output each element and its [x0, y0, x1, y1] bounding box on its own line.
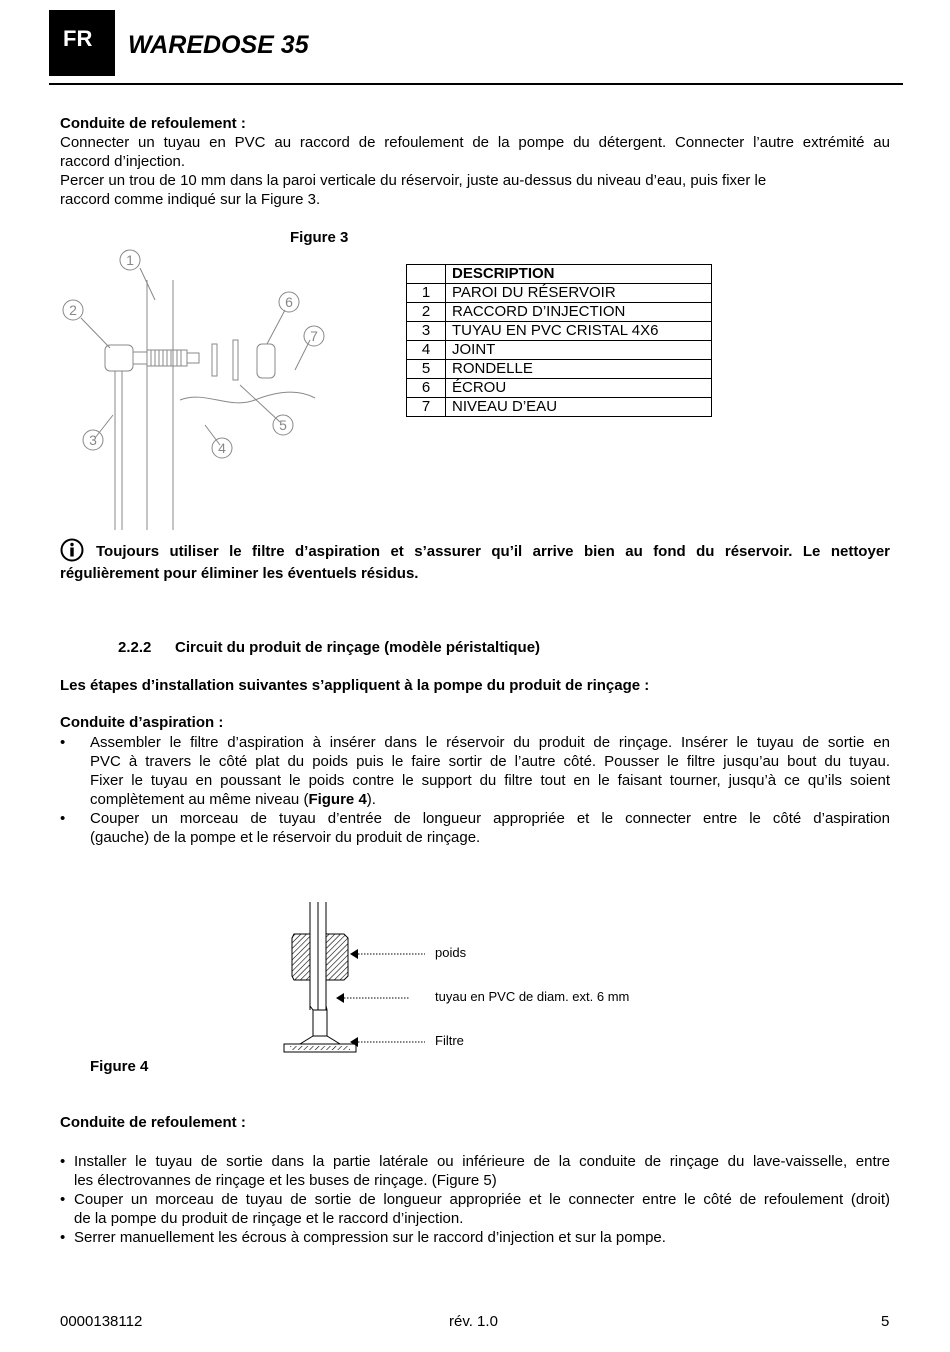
- paragraph-line: Percer un trou de 10 mm dans la paroi verticale du réservoir, juste au-dessus du niveau d’eau, puis fixer le: [60, 172, 767, 189]
- arrow-tuyau: [336, 993, 344, 1003]
- paragraph-line: raccord d’injection.: [60, 153, 186, 170]
- nut-shape: [257, 344, 275, 378]
- row-number: 2: [407, 303, 446, 322]
- text-run: complètement au même niveau (: [90, 791, 309, 808]
- callout-label: 6: [285, 294, 293, 310]
- table-row: [407, 360, 712, 379]
- list-item-line: les électrovannes de rinçage et les buses de rinçage. (Figure 5): [74, 1172, 497, 1189]
- info-note: [60, 541, 890, 585]
- figure-4-caption: Figure 4: [90, 1058, 149, 1075]
- section-number: 2.2.2: [118, 639, 152, 656]
- row-label: JOINT: [446, 341, 712, 360]
- figure-4-label-filtre: Filtre: [435, 1033, 464, 1048]
- footer-page-number: 5: [881, 1313, 890, 1330]
- table-row: [407, 322, 712, 341]
- refoulement-bullet-list: [60, 1152, 890, 1247]
- callout-label: 1: [126, 252, 134, 268]
- row-number: 6: [407, 379, 446, 398]
- info-note-line: régulièrement pour éliminer les éventuels résidus.: [60, 565, 419, 582]
- list-item-line: Serrer manuellement les écrous à compression sur le raccord d’injection et sur la pompe.: [74, 1229, 666, 1246]
- paragraph-line: raccord comme indiqué sur la Figure 3.: [60, 191, 321, 208]
- row-label: TUYAU EN PVC CRISTAL 4X6: [446, 322, 712, 341]
- bullet-icon: •: [60, 810, 66, 827]
- text-run: ).: [366, 791, 376, 808]
- header-divider: [49, 83, 903, 85]
- list-item-line: de la pompe du produit de rinçage et le raccord d’injection.: [74, 1210, 464, 1227]
- row-label: RACCORD D’INJECTION: [446, 303, 712, 322]
- row-number: 7: [407, 398, 446, 417]
- list-item-line: Fixer le tuyau en poussant le poids contre le support du filtre tout en le faisant tourner, jusqu’à ce qu’ils soient: [90, 772, 890, 789]
- list-item-line: PVC à travers le côté plat du poids puis le faire sortir de l’autre côté. Pousser le filtre jusqu’au bout du tuyau.: [90, 753, 890, 770]
- figure-3-drawing: [55, 240, 345, 540]
- bullet-icon: •: [60, 1191, 66, 1208]
- section-heading: Conduite de refoulement :: [60, 115, 246, 132]
- arrow-filtre: [350, 1037, 358, 1047]
- paragraph-line: Connecter un tuyau en PVC au raccord de refoulement de la pompe du détergent. Connecter l’autre extrémité au: [60, 134, 890, 151]
- callout-label: 7: [310, 328, 318, 344]
- callout-label: 5: [279, 417, 287, 433]
- filter-stem: [313, 1010, 327, 1036]
- table-row: [407, 398, 712, 417]
- row-number: 5: [407, 360, 446, 379]
- language-code: FR: [63, 26, 93, 51]
- bullet-icon: •: [60, 1229, 66, 1246]
- row-number: 1: [407, 284, 446, 303]
- list-item: [60, 733, 890, 809]
- row-number: 4: [407, 341, 446, 360]
- figure-3-legend-table: [406, 264, 712, 417]
- section-intro: Les étapes d’installation suivantes s’appliquent à la pompe du produit de rinçage :: [60, 677, 650, 694]
- language-badge: [49, 10, 115, 76]
- aspiration-heading: Conduite d’aspiration :: [60, 714, 224, 731]
- table-row: [407, 379, 712, 398]
- list-item: [60, 1228, 890, 1247]
- refoulement-section: [60, 114, 890, 209]
- list-item: [60, 1190, 890, 1228]
- fitting-body: [105, 345, 133, 371]
- footer-doc-number: 0000138112: [60, 1313, 143, 1330]
- callout-label: 4: [218, 440, 226, 456]
- info-note-line: Toujours utiliser le filtre d’aspiration et s’assurer qu’il arrive bien au fond du réservoir. Le nettoyer: [96, 543, 890, 560]
- footer-revision: rév. 1.0: [449, 1313, 498, 1330]
- weight-shape: [292, 934, 310, 980]
- figure-3-caption: Figure 3: [290, 229, 349, 246]
- row-number: 3: [407, 322, 446, 341]
- table-row: [407, 284, 712, 303]
- list-item-line: (gauche) de la pompe et le réservoir du produit de rinçage.: [90, 829, 481, 846]
- row-label: RONDELLE: [446, 360, 712, 379]
- callout-label: 2: [69, 302, 77, 318]
- table-header-row: [407, 265, 712, 284]
- callout-label: 3: [89, 432, 97, 448]
- row-label: PAROI DU RÉSERVOIR: [446, 284, 712, 303]
- document-title: WAREDOSE 35: [128, 31, 309, 59]
- list-item: [60, 1152, 890, 1190]
- list-item-line: Installer le tuyau de sortie dans la partie latérale ou inférieure de la conduite de rinçage du lave-vaisselle, entre: [74, 1153, 890, 1170]
- table-header-cell: DESCRIPTION: [446, 265, 712, 284]
- list-item-line: [90, 790, 890, 809]
- arrow-poids: [350, 949, 358, 959]
- washer-shape: [233, 340, 238, 380]
- figure-4-label-poids: poids: [435, 945, 467, 960]
- list-item-line: Couper un morceau de tuyau de sortie de longueur appropriée et le connecter entre le côté de refoulement (droit): [74, 1191, 890, 1208]
- row-label: ÉCROU: [446, 379, 712, 398]
- list-item-line: Couper un morceau de tuyau d’entrée de longueur appropriée et le connecter entre le côté d’aspiration: [90, 810, 890, 827]
- bullet-icon: •: [60, 734, 66, 751]
- aspiration-bullet-list: [60, 733, 890, 847]
- list-item: [60, 809, 890, 847]
- gasket-shape: [212, 344, 217, 376]
- row-label: NIVEAU D’EAU: [446, 398, 712, 417]
- figure-4-label-tuyau: tuyau en PVC de diam. ext. 6 mm: [435, 989, 630, 1004]
- section-title: Circuit du produit de rinçage (modèle péristaltique): [175, 639, 541, 656]
- figure-reference: Figure 4: [308, 791, 367, 808]
- table-row: [407, 303, 712, 322]
- table-row: [407, 341, 712, 360]
- water-level-line: [180, 392, 315, 403]
- bullet-icon: •: [60, 1153, 66, 1170]
- list-item-line: Assembler le filtre d’aspiration à insérer dans le réservoir du produit de rinçage. Insérer le tuyau de sortie en: [90, 734, 890, 751]
- figure-4-drawing: [280, 898, 430, 1060]
- section-heading: Conduite de refoulement :: [60, 1114, 246, 1131]
